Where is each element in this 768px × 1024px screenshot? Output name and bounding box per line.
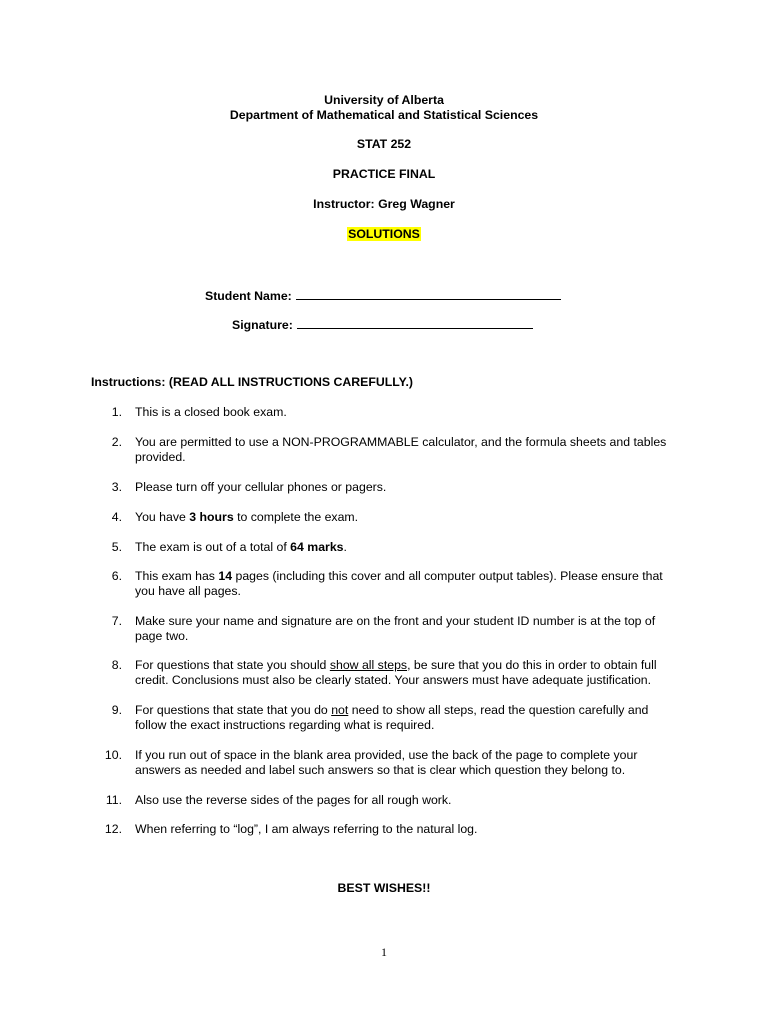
course-code: STAT 252 <box>356 137 412 151</box>
instruction-number: 9. <box>111 703 122 717</box>
instruction-text: You are permitted to use a NON-PROGRAMMABLE calculator, and the formula sheets and tables provided. <box>135 435 667 465</box>
solutions-label: SOLUTIONS <box>348 227 420 241</box>
instruction-text: Also use the reverse sides of the pages for all rough work. <box>135 793 452 807</box>
instruction-text: The exam is out of a total of 64 marks. <box>135 540 347 554</box>
instruction-number: 11. <box>105 793 122 807</box>
instruction-number: 3. <box>111 480 122 494</box>
instruction-text: This is a closed book exam. <box>135 405 287 419</box>
instruction-text: If you run out of space in the blank area provided, use the back of the page to complete your answers as needed and label such answers so that is clear which question they belong to. <box>135 748 638 778</box>
instruction-text: Please turn off your cellular phones or pagers. <box>135 480 387 494</box>
instructor-line: Instructor: Greg Wagner <box>313 197 455 211</box>
department-name: Department of Mathematical and Statistical Sciences <box>229 108 539 122</box>
instruction-text: You have 3 hours to complete the exam. <box>135 510 359 524</box>
instruction-number: 8. <box>111 658 122 672</box>
instruction-number: 4. <box>111 510 122 524</box>
instruction-number: 10. <box>104 748 122 762</box>
instructions-heading: Instructions: (READ ALL INSTRUCTIONS CAREFULLY.) <box>91 375 413 389</box>
closing-message: BEST WISHES!! <box>337 881 431 895</box>
instruction-text: This exam has 14 pages (including this cover and all computer output tables). Please ensure that you have all pages. <box>135 569 663 599</box>
student-name-field <box>205 287 561 304</box>
instruction-text: For questions that state you should show all steps, be sure that you do this in order to obtain full credit. Conclusions must also be clearly stated. Your answers must have adequate justification. <box>135 658 657 688</box>
instruction-number: 1. <box>111 405 122 419</box>
instruction-text: When referring to “log”, I am always referring to the natural log. <box>135 822 478 836</box>
student-name-blank-line <box>296 287 561 300</box>
university-name: University of Alberta <box>324 93 444 107</box>
instruction-text: Make sure your name and signature are on the front and your student ID number is at the top of page two. <box>135 614 656 644</box>
signature-label: Signature: <box>232 318 293 332</box>
instruction-number: 6. <box>111 569 122 583</box>
instruction-number: 7. <box>111 614 122 628</box>
signature-field <box>232 316 533 333</box>
instruction-number: 5. <box>111 540 122 554</box>
exam-title: PRACTICE FINAL <box>332 167 436 181</box>
signature-blank-line <box>297 316 533 329</box>
student-name-label: Student Name: <box>205 289 292 303</box>
instruction-text: For questions that state that you do not need to show all steps, read the question carefully and follow the exact instructions regarding what is required. <box>135 703 649 733</box>
instruction-number: 2. <box>111 435 122 449</box>
instruction-number: 12. <box>104 822 122 836</box>
solutions-banner <box>0 227 768 242</box>
page-number: 1 <box>381 945 387 959</box>
